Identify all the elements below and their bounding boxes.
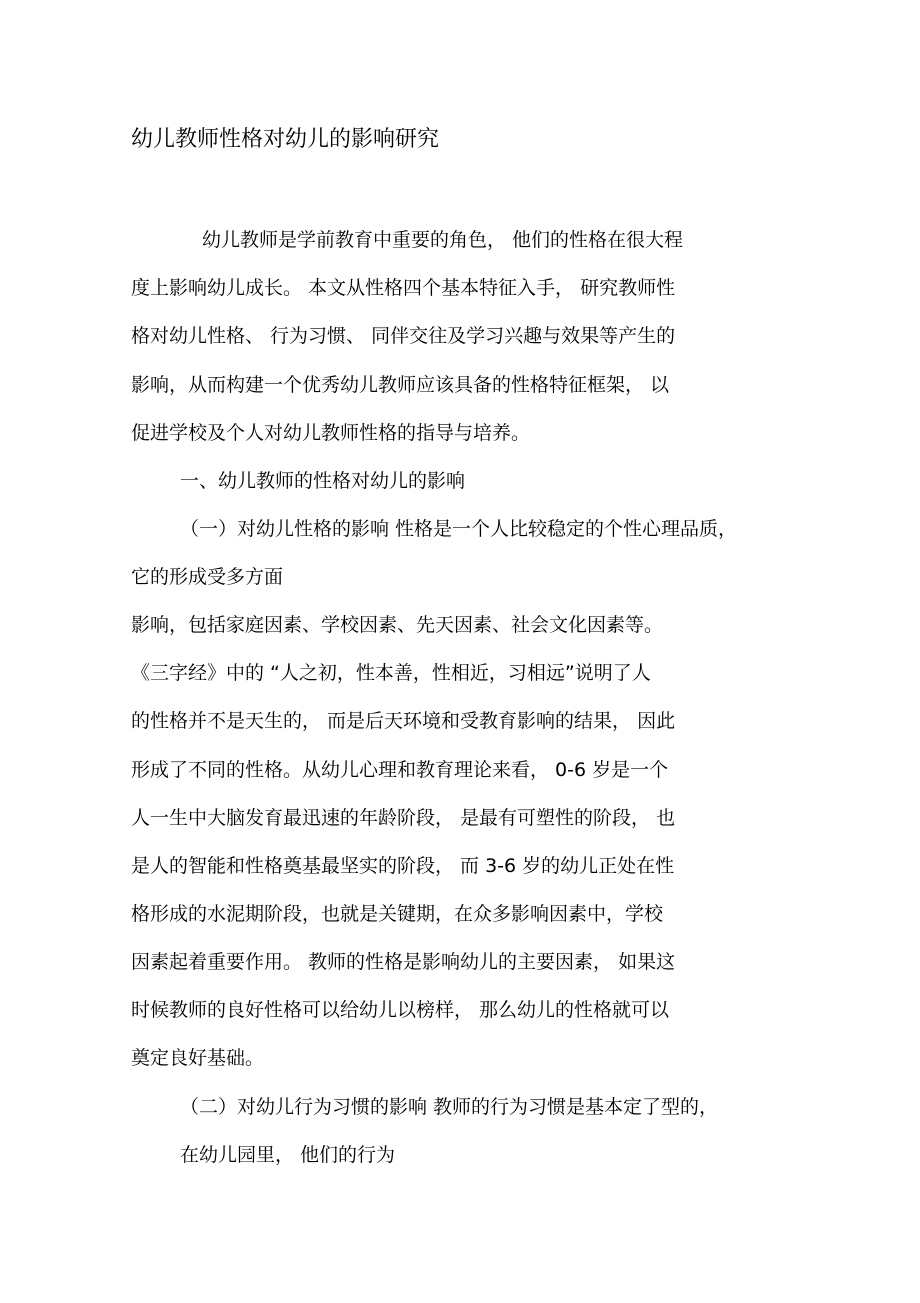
paragraph-line: 奠定良好基础。 bbox=[131, 1047, 265, 1069]
paragraph-line: 在幼儿园里， 他们的行为 bbox=[180, 1144, 396, 1166]
paragraph-line: 格对幼儿性格、 行为习惯、 同伴交往及学习兴趣与效果等产生的 bbox=[131, 325, 676, 347]
paragraph-line: 的性格并不是天生的， 而是后天环境和受教育影响的结果， 因此 bbox=[131, 710, 676, 732]
paragraph-line: 是人的智能和性格奠基最坚实的阶段， 而 3-6 岁的幼儿正处在性 bbox=[131, 855, 675, 877]
paragraph-line: 影响，从而构建一个优秀幼儿教师应该具备的性格特征框架， 以 bbox=[131, 374, 670, 396]
paragraph-line: 人一生中大脑发育最迅速的年龄阶段， 是最有可塑性的阶段， 也 bbox=[131, 807, 676, 829]
paragraph-line: 形成了不同的性格。从幼儿心理和教育理论来看， 0-6 岁是一个 bbox=[131, 759, 669, 781]
subsection-heading-line: （二）对幼儿行为习惯的影响 教师的行为习惯是基本定了型的， bbox=[180, 1096, 719, 1118]
paragraph-line: 度上影响幼儿成长。 本文从性格四个基本特征入手， 研究教师性 bbox=[131, 277, 676, 299]
document-title: 幼儿教师性格对幼儿的影响研究 bbox=[131, 127, 440, 152]
paragraph-line: 促进学校及个人对幼儿教师性格的指导与培养。 bbox=[131, 422, 531, 444]
paragraph-line: 格形成的水泥期阶段，也就是关键期，在众多影响因素中，学校 bbox=[131, 903, 664, 925]
section-heading: 一、幼儿教师的性格对幼儿的影响 bbox=[180, 470, 466, 492]
paragraph-line: 《三字经》中的 “人之初，性本善，性相近，习相远”说明了人 bbox=[131, 662, 651, 684]
subsection-heading-line: （一）对幼儿性格的影响 性格是一个人比较稳定的个性心理品质， bbox=[180, 518, 738, 540]
paragraph-line: 影响，包括家庭因素、学校因素、先天因素、社会文化因素等。 bbox=[131, 614, 664, 636]
paragraph-line: 因素起着重要作用。 教师的性格是影响幼儿的主要因素， 如果这 bbox=[131, 951, 676, 973]
paragraph-line: 它的形成受多方面 bbox=[131, 566, 284, 588]
paragraph-line: 时候教师的良好性格可以给幼儿以榜样， 那么幼儿的性格就可以 bbox=[131, 999, 670, 1021]
paragraph-line: 幼儿教师是学前教育中重要的角色， 他们的性格在很大程 bbox=[202, 229, 684, 251]
